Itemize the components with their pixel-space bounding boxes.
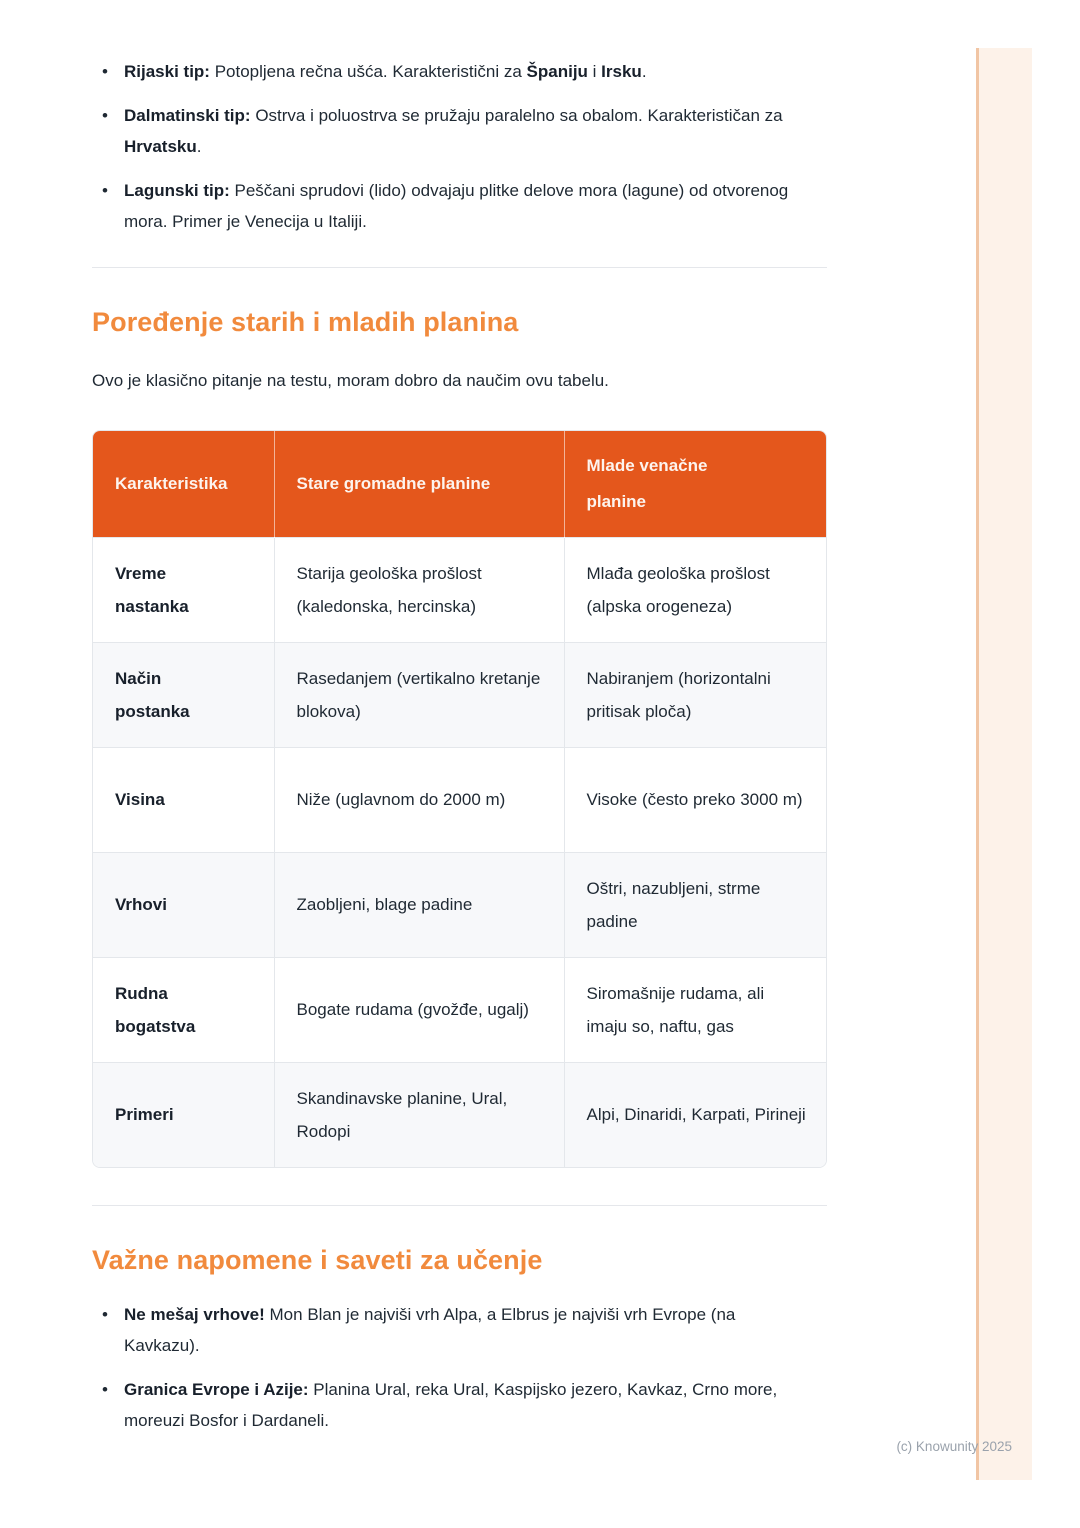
- bullet-dot: •: [102, 62, 108, 81]
- bullet-text: Mon Blan je najviši vrh Alpa, a Elbrus je najviši vrh Evrope (na Kavkazu).: [124, 1305, 736, 1355]
- bullet-text: i: [587, 62, 602, 81]
- list-item-granica-evrope-azije: [92, 1374, 802, 1436]
- cell-young-mountains: Alpi, Dinaridi, Karpati, Pirineji: [564, 1062, 827, 1167]
- table-row: [93, 1062, 827, 1167]
- column-header-stare-planine: Stare gromadne planine: [274, 431, 564, 537]
- bullet-bold-word: Hrvatsku: [124, 137, 197, 156]
- comparison-intro-text: Ovo je klasično pitanje na testu, moram dobro da naučim ovu tabelu.: [92, 371, 609, 390]
- bullet-bold-word: Španiju: [526, 62, 588, 81]
- bullet-dot: •: [102, 181, 108, 200]
- comparison-table: [92, 430, 827, 1168]
- cell-young-mountains: Siromašnije rudama, ali imaju so, naftu, gas: [564, 957, 827, 1062]
- bullet-text: Peščani sprudovi (lido) odvajaju plitke delove mora (lagune) od otvorenog mora. Primer je Venecija u Italiji.: [124, 181, 789, 231]
- bullet-text: .: [196, 137, 202, 156]
- section-divider: [92, 1205, 827, 1206]
- bullet-term: Dalmatinski tip:: [124, 106, 251, 125]
- bullet-text: Planina Ural, reka Ural, Kaspijsko jezero, Kavkaz, Crno more, moreuzi Bosfor i Dardaneli.: [124, 1380, 778, 1430]
- list-item-ne-mesaj-vrhove: [92, 1299, 802, 1361]
- table-header-row: [93, 431, 827, 537]
- row-label: Vrhovi: [93, 852, 274, 957]
- cell-old-mountains: Starija geološka prošlost (kaledonska, hercinska): [274, 537, 564, 642]
- bullet-term: Granica Evrope i Azije:: [124, 1380, 309, 1399]
- table-row: [93, 537, 827, 642]
- side-margin-strip: [976, 48, 1032, 1480]
- cell-old-mountains: Bogate rudama (gvožđe, ugalj): [274, 957, 564, 1062]
- table-row: [93, 747, 827, 852]
- cell-young-mountains: Nabiranjem (horizontalni pritisak ploča): [564, 642, 827, 747]
- column-header-mlade-planine: Mlade venačne planine: [564, 431, 827, 537]
- list-item-dalmatinski-tip: [92, 100, 802, 162]
- list-item-lagunski-tip: [92, 175, 802, 237]
- bullet-dot: •: [102, 1305, 108, 1324]
- bullet-dot: •: [102, 1380, 108, 1399]
- bullet-bold-word: Irsku: [601, 62, 642, 81]
- row-label: Visina: [93, 747, 274, 852]
- row-label: Rudna bogatstva: [93, 957, 274, 1062]
- row-label: Način postanka: [93, 642, 274, 747]
- bullet-text: Potopljena rečna ušća. Karakteristični za: [209, 62, 527, 81]
- row-label: Primeri: [93, 1062, 274, 1167]
- cell-young-mountains: Oštri, nazubljeni, strme padine: [564, 852, 827, 957]
- notes-list: [92, 1299, 827, 1436]
- column-header-karakteristika: Karakteristika: [93, 431, 274, 537]
- comparison-section-heading: Poređenje starih i mladih planina: [92, 307, 519, 337]
- document-content: [92, 56, 827, 1449]
- table-row: [93, 642, 827, 747]
- cell-old-mountains: Skandinavske planine, Ural, Rodopi: [274, 1062, 564, 1167]
- copyright-credit: (c) Knowunity 2025: [896, 1439, 1012, 1454]
- bullet-dot: •: [102, 106, 108, 125]
- cell-old-mountains: Niže (uglavnom do 2000 m): [274, 747, 564, 852]
- table-row: [93, 957, 827, 1062]
- bullet-term: Rijaski tip:: [124, 62, 210, 81]
- section-divider: [92, 267, 827, 268]
- list-item-rijaski-tip: [92, 56, 802, 87]
- cell-young-mountains: Mlađa geološka prošlost (alpska orogeneza): [564, 537, 827, 642]
- bullet-text: Ostrva i poluostrva se pružaju paralelno sa obalom. Karakterističan za: [250, 106, 783, 125]
- row-label: Vreme nastanka: [93, 537, 274, 642]
- cell-old-mountains: Rasedanjem (vertikalno kretanje blokova): [274, 642, 564, 747]
- bullet-text: .: [641, 62, 647, 81]
- bullet-term: Ne mešaj vrhove!: [124, 1305, 265, 1324]
- coast-types-list: [92, 56, 827, 237]
- bullet-term: Lagunski tip:: [124, 181, 230, 200]
- cell-young-mountains: Visoke (često preko 3000 m): [564, 747, 827, 852]
- cell-old-mountains: Zaobljeni, blage padine: [274, 852, 564, 957]
- table-row: [93, 852, 827, 957]
- notes-section-heading: Važne napomene i saveti za učenje: [92, 1245, 543, 1275]
